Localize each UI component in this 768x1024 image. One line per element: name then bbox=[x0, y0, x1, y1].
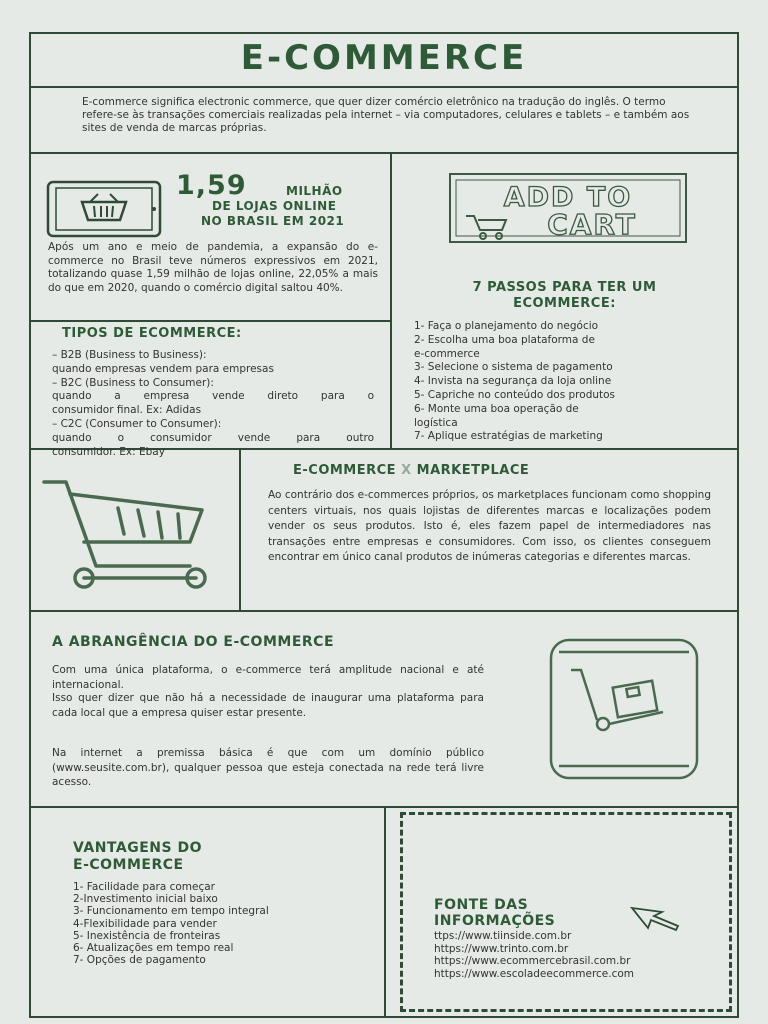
list-item: 3- Selecione o sistema de pagamento bbox=[414, 361, 613, 374]
source-link[interactable]: https://www.escoladeecommerce.com bbox=[434, 967, 635, 980]
list-item: quando o consumidor vende para outro bbox=[52, 431, 374, 444]
vantagens-heading-line2: E-COMMERCE bbox=[73, 857, 184, 873]
abrangencia-p2: Isso quer dizer que não há a necessidade de inaugurar uma plataforma para cada local que a empresa quiser estar presente. bbox=[52, 692, 484, 719]
abrangencia-heading: A ABRANGÊNCIA DO E-COMMERCE bbox=[52, 634, 335, 650]
page-title: E-COMMERCE bbox=[240, 38, 528, 78]
abrangencia-p1: Com uma única plataforma, o e-commerce terá amplitude nacional e até internacional. bbox=[52, 664, 484, 691]
marketplace-heading-b: MARKETPLACE bbox=[416, 463, 530, 478]
list-item: 1- Faça o planejamento do negócio bbox=[414, 320, 599, 332]
tablet-basket-icon bbox=[46, 180, 162, 238]
passos-heading-line2: ECOMMERCE: bbox=[513, 296, 616, 311]
abrangencia-p3: Na internet a premissa básica é que com um domínio público (www.seusite.com.br), qualquer pessoa que esteja conectada na rede terá livre acesso. bbox=[52, 747, 484, 788]
shopping-cart-icon bbox=[40, 476, 220, 591]
list-item: consumidor final. Ex: Adidas bbox=[52, 404, 202, 417]
list-item: quando a empresa vende direto para o bbox=[52, 390, 374, 403]
list-item: 5- Inexistência de fronteiras bbox=[73, 929, 221, 942]
add-to-cart-sign bbox=[446, 168, 692, 248]
list-item: 7- Aplique estratégias de marketing bbox=[414, 430, 603, 443]
passos-heading-line1: 7 PASSOS PARA TER UM bbox=[472, 280, 657, 295]
list-item: 7- Opções de pagamento bbox=[73, 954, 206, 967]
add-to-cart-line1: ADD TO bbox=[503, 182, 633, 213]
list-item: – C2C (Consumer to Consumer): bbox=[52, 417, 222, 430]
stat-line3: NO BRASIL EM 2021 bbox=[201, 214, 345, 228]
list-item: 6- Atualizações em tempo real bbox=[73, 942, 234, 955]
source-link[interactable]: ttps://www.tiinside.com.br bbox=[434, 930, 572, 942]
marketplace-heading bbox=[293, 463, 529, 478]
list-item: quando empresas vendem para empresas bbox=[52, 362, 274, 375]
marketplace-heading-a: E-COMMERCE bbox=[293, 463, 397, 478]
stat-unit: MILHÃO bbox=[286, 184, 343, 198]
fontes-links bbox=[434, 930, 724, 980]
intro-text: E-commerce significa electronic commerce, que quer dizer comércio eletrônico na tradução do inglês. O termo refere-se às transações comerciais realizadas pela internet – via computadores, celulares e tablets – e também aos sites de venda de marcas próprias. bbox=[82, 96, 690, 134]
list-item: 1- Facilidade para começar bbox=[73, 881, 216, 893]
vantagens-heading-line1: VANTAGENS DO bbox=[73, 840, 202, 856]
list-item: – B2B (Business to Business): bbox=[52, 349, 207, 361]
list-item: 4-Flexibilidade para vender bbox=[73, 917, 217, 930]
list-item: – B2C (Business to Consumer): bbox=[52, 376, 214, 389]
tipos-heading: TIPOS DE ECOMMERCE: bbox=[62, 326, 242, 341]
list-item: 2- Escolha uma boa plataforma de bbox=[414, 333, 595, 346]
phone-hand-truck-icon bbox=[545, 636, 705, 782]
vantagens-list bbox=[73, 881, 363, 966]
list-item: consumidor. Ex: Ebay bbox=[52, 445, 165, 458]
add-to-cart-line2: CART bbox=[547, 208, 637, 241]
marketplace-text: Ao contrário dos e-commerces próprios, os marketplaces funcionam como shopping centers virtuais, nos quais lojistas de diferentes marcas e localizações podem vender os seus produtos. Isto é, eles fazem papel de intermediadores nas transações entre empresas e consumidores. Com isso, os clientes conseguem encontrar em único canal produtos de inúmeras categorias e diferentes marcas. bbox=[268, 489, 711, 563]
stat-number: 1,59 bbox=[176, 170, 247, 201]
tipos-list bbox=[52, 349, 374, 459]
stat-text: Após um ano e meio de pandemia, a expansão do e-commerce no Brasil teve números expressivos em 2021, totalizando quase 1,59 milhão de lojas online, 22,05% a mais do que em 2020, quando o comércio digital saltou 40%. bbox=[48, 241, 378, 294]
passos-list bbox=[414, 320, 719, 444]
fontes-heading-line2: INFORMAÇÕES bbox=[434, 913, 556, 929]
list-item: 6- Monte uma boa operação de bbox=[414, 402, 579, 415]
stat-line2: DE LOJAS ONLINE bbox=[212, 199, 337, 213]
fontes-heading-line1: FONTE DAS bbox=[434, 897, 529, 913]
list-item: e-commerce bbox=[414, 347, 480, 360]
list-item: 3- Funcionamento em tempo integral bbox=[73, 905, 269, 918]
x-mark: X bbox=[401, 463, 412, 478]
list-item: 5- Capriche no conteúdo dos produtos bbox=[414, 388, 616, 401]
source-link[interactable]: https://www.ecommercebrasil.com.br bbox=[434, 955, 631, 967]
list-item: 2-Investimento inicial baixo bbox=[73, 893, 218, 906]
source-link[interactable]: https://www.trinto.com.br bbox=[434, 942, 569, 955]
list-item: logística bbox=[414, 416, 458, 429]
list-item: 4- Invista na segurança da loja online bbox=[414, 375, 612, 388]
